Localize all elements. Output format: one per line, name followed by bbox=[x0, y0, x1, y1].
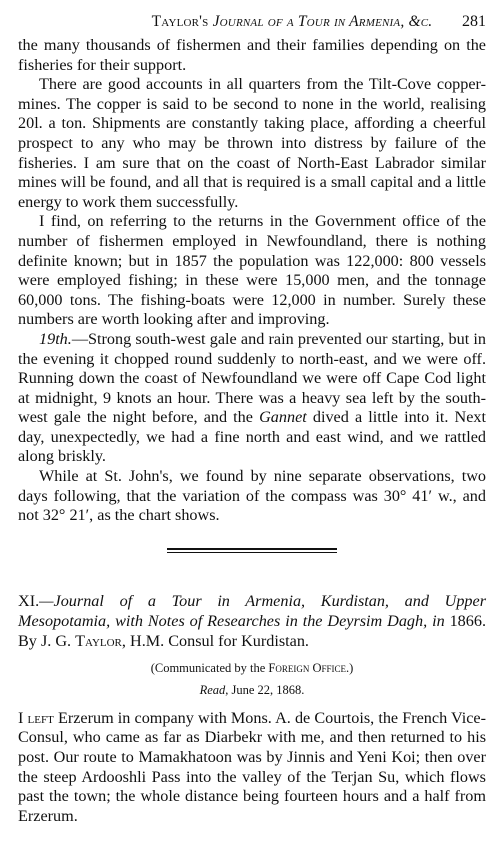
read-date-text: , June 22, 1868. bbox=[225, 682, 305, 697]
article-title bbox=[18, 591, 486, 651]
divider-thick bbox=[167, 548, 337, 550]
running-title-author: Taylor's bbox=[151, 13, 209, 30]
article-title-text: —Journal of a Tour in Armenia, Kurdistan, and Upper Mesopotamia, with Notes of Researches in the Deyrsim Dagh, in bbox=[18, 591, 486, 630]
section-divider bbox=[167, 548, 337, 553]
divider-thin bbox=[167, 552, 337, 553]
read-label: Read bbox=[199, 682, 226, 697]
ship-name: Gannet bbox=[259, 408, 307, 427]
date-19th: 19th. bbox=[39, 329, 72, 348]
paragraph-copper-mines: There are good accounts in all quarters from the Tilt-Cove copper-mines. The copper is said to be second to none in the world, realising 20l. a ton. Shipments are constantly taking place, affording a cheerful prospect to any who may be thrown into distress by failure of the fisheries. I am sure that on the coast of North-East Labrador similar mines will be found, and all that is required is a small capital and a little energy to work them successfully. bbox=[18, 75, 486, 211]
running-title-text: Journal of a Tour in Armenia, &c. bbox=[212, 13, 433, 30]
paragraph-19th-text-a: —Strong south-west gale and rain prevented our starting, but in the evening it chopped round suddenly to north-east, and we were off. Running down the coast of Newfoundland we were off Cape Cod light at midnight, 9 knots an hour. There was a heavy sea left by the south-west gale the night before, and the bbox=[18, 329, 486, 427]
intro-text: Erzerum in company with Mons. A. de Courtois, the French Vice-Consul, who came as far as Diarbekr with me, and then returned to his post. Our route to Mamakhatoon was by Jinnis and Yeni Koi; then over the steep Ardooshli Pass into the valley of the Terjan Su, which flows past the town; the whole distance being fourteen hours and a half from Erzerum. bbox=[18, 708, 486, 825]
body-text bbox=[18, 36, 486, 526]
paragraph-intro bbox=[18, 709, 486, 827]
communicated-by bbox=[18, 659, 486, 677]
article-author: Taylor bbox=[75, 631, 122, 650]
paragraph-19th-text-b: dived a little into it. Next day, unexpectedly, we had a fine north and east wind, and we rattled along briskly. bbox=[18, 408, 487, 466]
communicated-office: Foreign Office bbox=[268, 660, 346, 675]
page bbox=[18, 8, 486, 826]
paragraph-compass: While at St. John's, we found by nine separate observations, two days following, that the variation of the compass was 30° 41′ w., and not 32° 21′, as the chart shows. bbox=[18, 467, 486, 525]
running-head bbox=[18, 8, 486, 36]
paragraph-fishermen-returns: I find, on referring to the returns in the Government office of the number of fishermen employed in Newfoundland, there is nothing definite known; but in 1857 the population was 122,000: 800 vessels were employed fishing; in these were 15,000 men, and the tonnage 60,000 tons. The fishing-boats were 12,000 in number. Surely these numbers are worth looking after and improving. bbox=[18, 212, 486, 329]
intro-section bbox=[18, 709, 486, 827]
communicated-prefix: (Communicated by the bbox=[150, 660, 266, 675]
article-by: By J. G. bbox=[18, 631, 72, 650]
paragraph-continued: the many thousands of fishermen and their families depending on the fisheries for their support. bbox=[18, 36, 486, 74]
read-date bbox=[18, 681, 486, 699]
article-number: XI. bbox=[18, 591, 40, 610]
communicated-suffix: .) bbox=[346, 660, 354, 675]
running-title bbox=[72, 13, 433, 30]
page-number: 281 bbox=[462, 13, 486, 30]
intro-first-words: I left bbox=[18, 708, 54, 727]
article-role: , H.M. Consul for Kurdistan. bbox=[121, 631, 309, 650]
article-year: 1866. bbox=[444, 611, 487, 630]
paragraph-19th bbox=[18, 330, 486, 467]
